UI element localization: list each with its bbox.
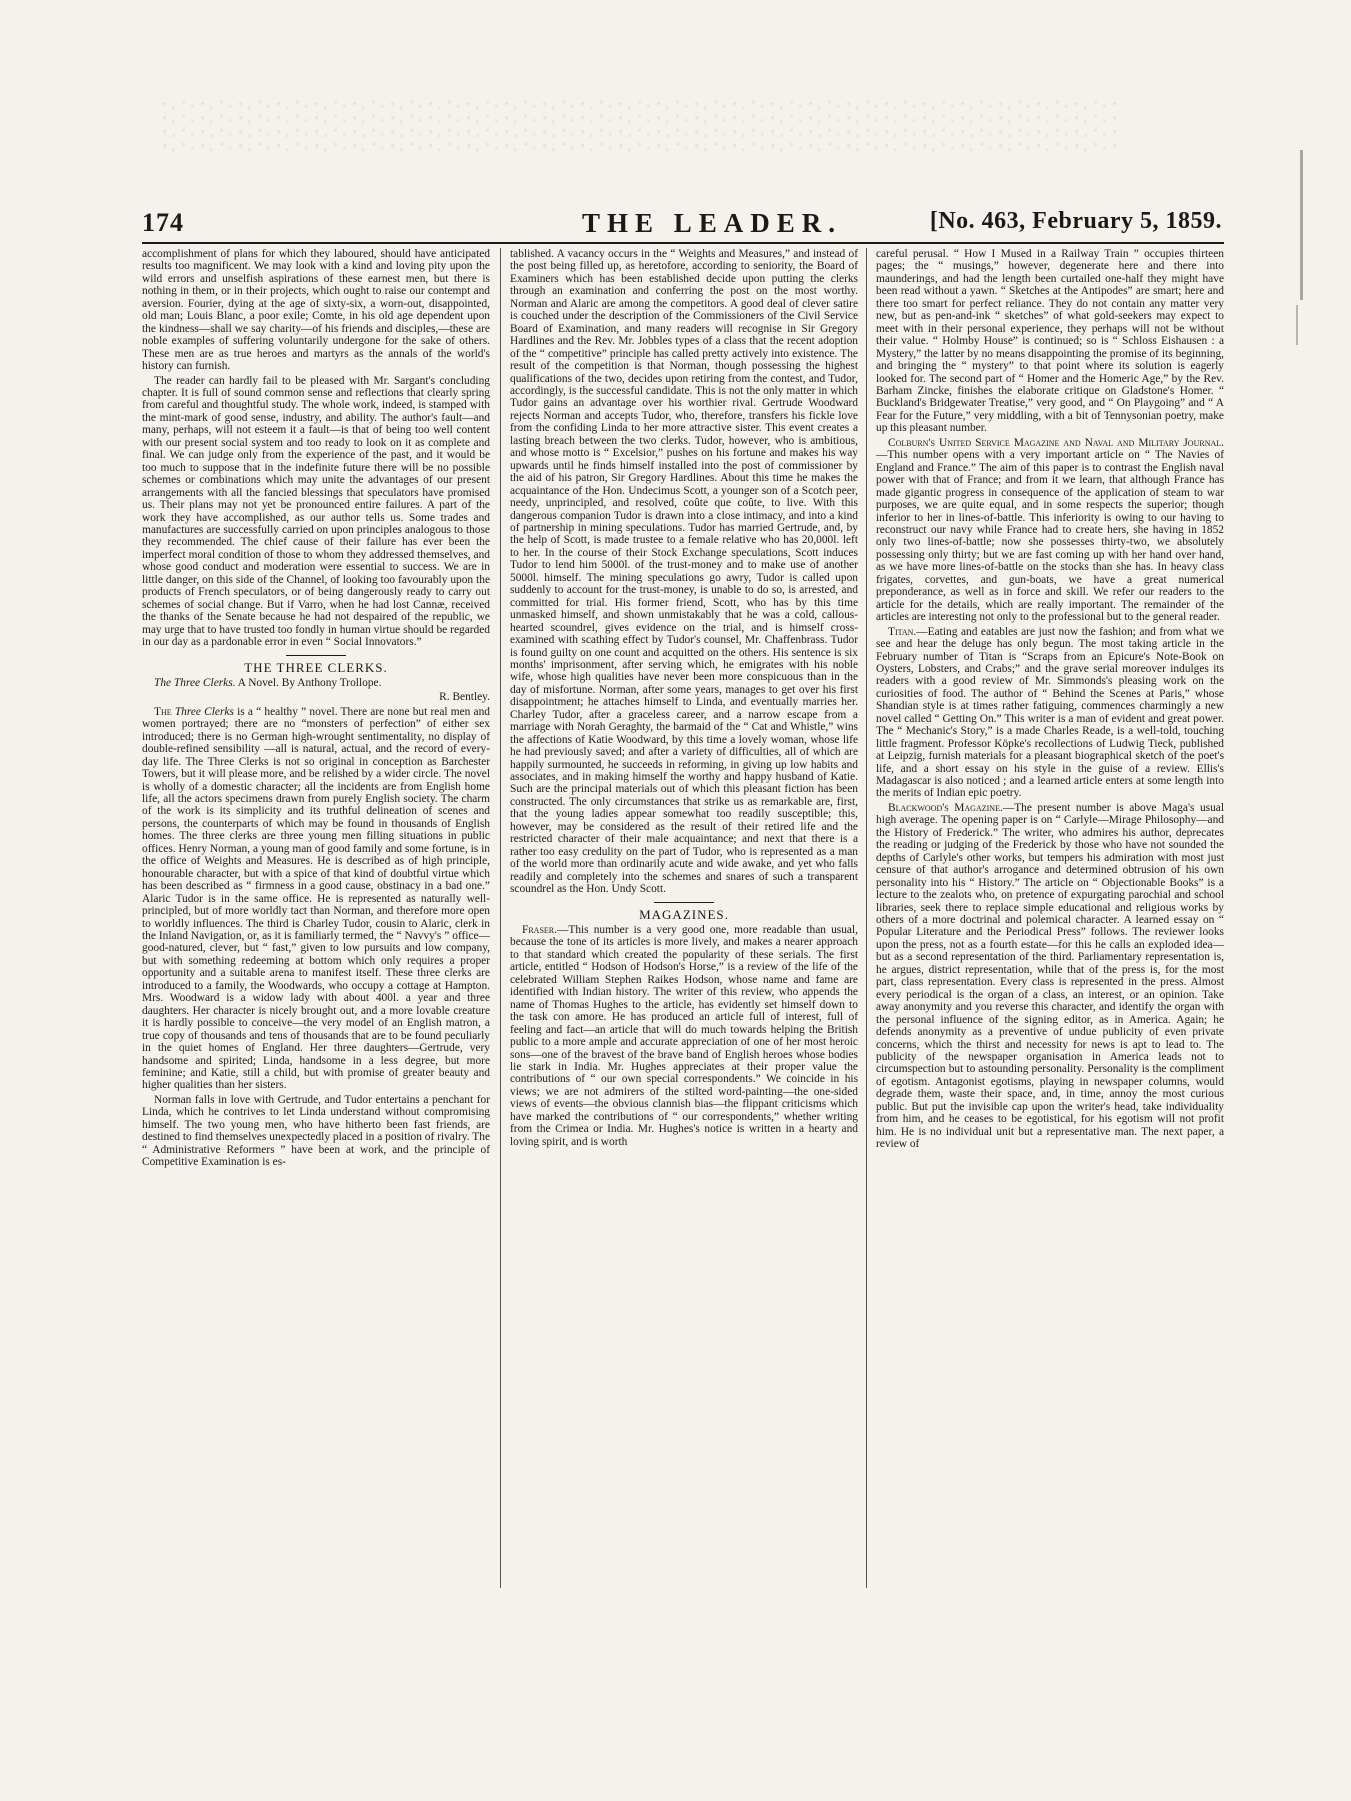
paragraph xyxy=(876,802,1224,1151)
lead-word: Colburn's United Service Magazine and Naval and Military Journal. xyxy=(888,436,1224,449)
section-divider xyxy=(286,655,346,656)
paragraph xyxy=(876,437,1224,624)
book-details: A Novel. By Anthony Trollope. xyxy=(235,676,382,689)
paragraph-text: —Eating and eatables are just now the fashion; and from what we see and hear the deluge has only begun. The most taking article in the February number of Titan is “Scraps from an Epicure's Note-Book on Oysters, Lobsters, and Crabs;” and the grave serial moreover indulges its readers with a good review of Mr. Simmonds's pleasing work on the curiosities of food. The author of “ Behind the Scenes at Paris,” whose Shandian style is at times rather fatiguing, commences charmingly a new novel called “ Getting On.” This writer is a man of evident and great power. The “ Mechanic's Story,” is a made Charles Reade, is a well-told, touching little fragment. Professor Köpke's recollections of Ludwig Tieck, published at Leipzig, furnish materials for a pleasant biographical sketch of the poet's life, and a short essay on his style in the guise of a review. Ellis's Madagascar is also noticed ; and a learned article enters at some length into the merits of Indian epic poetry. xyxy=(876,625,1224,800)
paragraph xyxy=(876,626,1224,800)
book-citation xyxy=(142,677,490,689)
column-3 xyxy=(876,248,1224,1588)
newspaper-title: THE LEADER. xyxy=(582,208,843,238)
lead-word: Fraser. xyxy=(522,924,557,937)
section-divider xyxy=(654,902,714,903)
inline-title: Three Clerks xyxy=(171,705,234,718)
header-rule xyxy=(142,242,1224,244)
paragraph-text: is a “ healthy ” novel. There are none but real men and women portrayed; there are no “monsters of perfection” of either sex introduced; there is no German high-wrought sentimentality, no display of double-refined sensibility —all is natural, actual, and the record of every-day life. The Three Clerks is not so original in conception as Barchester Towers, but it will please more, and be relished by a wider circle. The novel is wholly of a domestic character; all the incidents are from English home life, all the actors specimens drawn from purely English society. The charm of the work is its simplicity and its truthful delineation of scenes and persons, the counterparts of which may be found in thousands of English homes. The three clerks are three young men filling situations in public offices. Henry Norman, a young man of good family and some fortune, is in the office of Weights and Measures. He is described as of high principle, honourable character, but with a spice of that kind of doubtful virtue which has been described as “ firmness in a good cause, obstinacy in a bad one.” Alaric Tudor is in the same office. He is represented as naturally well-principled, but of more worldly tact than Norman, and therefore more open to worldly influences. The third is Charley Tudor, cousin to Alaric, clerk in the Inland Navigation, or, as it is familiarly termed, the “ Navvy's ” office—good-natured, clever, but “ fast,” given to low pursuits and low company, but with something redeeming at bottom which only requires a proper opportunity and a suitable arena to manifest itself. These three clerks are introduced to a family, the Woodwards, who occupy a cottage at Hampton. Mrs. Woodward is a widow lady with about 400l. a year and three daughters. Her character is nicely brought out, and a more lovable creature it is hardly possible to conceive—the very model of an English matron, a true copy of thousands and tens of thousands that are to be found peculiarly in the quiet homes of England. Her three daughters—Gertrude, very handsome and spirited; Linda, handsome in a less degree, but more feminine; and Katie, still a child, but with promise of greater beauty and higher qualities than her sisters. xyxy=(142,705,490,1092)
paragraph-text: —This number opens with a very important article on “ The Navies of England and France.” The aim of this paper is to contrast the English naval power with that of France; and from it we learn, that although France has made gigantic progress in consequence of the application of steam to war purposes, we are quite equal, and in some respects the superior; though inferior to her in lines-of-battle. This inferiority is owing to our having to reconstruct our navy while France had to create hers, she having in 1852 only two lines-of-battle; now she possesses thirty-two, we absolutely possessing only thirty; but we are fast coming up with her hand over hand, as we have more lines-of-battle on the stocks than she has. In heavy class frigates, corvettes, and gun-boats, we have a great numerical preponderance, as well as in force and skill. We refer our readers to the article for the details, which are really important. The remainder of the articles are interesting not only to the professional but to the general reader. xyxy=(876,449,1224,624)
column-divider xyxy=(500,248,501,1588)
lead-word: Blackwood's Magazine. xyxy=(888,801,1003,814)
paragraph xyxy=(510,924,858,1148)
lead-word: Titan. xyxy=(888,625,917,638)
section-title: MAGAZINES. xyxy=(639,906,729,922)
column-1 xyxy=(142,248,490,1588)
scan-edge-mark-lower xyxy=(1296,305,1298,345)
paragraph-text: —This number is a very good one, more readable than usual, because the tone of its articles is more lively, and makes a nearer approach to that standard which created the popularity of these serials. The first article, entitled “ Hodson of Hodson's Horse,” is a review of the life of the celebrated William Stephen Raikes Hodson, whose name and fame are identified with Indian history. The writer of this review, who appends the name of Thomas Hughes to the article, has evidently set himself down to the task con amore. He has produced an article full of interest, full of feeling and fact—an article that will do much towards helping the British public to a more ample and accurate appreciation of one of her most heroic sons—one of the bravest of the brave band of English heroes whose bodies lie stark in India. Mr. Hughes appreciates at their proper value the contributions of “ our own special correspondents.” We coincide in his views; we are not admirers of the stilted word-painting—the one-sided views of events—the obvious clannish bias—the flippant criticisms which have marked the contributions of “ our correspondents,” whether writing from the Crimea or India. Mr. Hughes's notice is written in a hearty and loving spirit, and is worth xyxy=(510,924,858,1148)
paragraph: Norman falls in love with Gertrude, and Tudor entertains a penchant for Linda, which he contrives to let Linda understand without compromising himself. The two young men, who have hitherto been fast friends, are destined to find themselves unexpectedly placed in a position of rivalry. The “ Administrative Reformers ” have been at work, and the principle of Competitive Examination is es- xyxy=(142,1093,490,1169)
publisher: R. Bentley. xyxy=(439,691,490,704)
paragraph: The reader can hardly fail to be pleased with Mr. Sargant's concluding chapter. It is full of sound common sense and reflections that clearly spring from careful and thoughtful study. The whole work, indeed, is stamped with the mint-mark of good sense, industry, and ability. The author's fault—and many, perhaps, will not esteem it a fault—is that of being too well content with our present social system and too ready to look on it as complete and final. We can judge only from the experience of the past, and it would be too much to suppose that in the indefinite future there will be no possible schemes or combinations which may unite the advantages of our present arrangements with all the fancied blessings that speculators have promised us. Their plans may not yet be pronounced entire failures. A part of the work they have accomplished, as our author tells us. Some trades and manufactures are successfully carried on upon principles analogous to those they recommended. The chief cause of their failure has ever been the imperfect moral condition of those to whom they addressed themselves, and whose good conduct and moderation were essential to success. We are in little danger, on this side of the Channel, of looking too favourably upon the products of French speculators, or of being dangerously ready to carry out schemes of social change. But if Varro, when he had lost Cannæ, received the thanks of the Senate because he had not despaired of the republic, we may urge that to have trusted too fondly in human virtue should be regarded in our day as a pardonable error in even “ Social Innovators.” xyxy=(142,374,490,649)
paragraph: accomplishment of plans for which they laboured, should have anticipated results too magnificent. We may look with a kind and loving pity upon the wild errors and unselfish aspirations of these earnest men, but there is nothing in them, or in their projects, which ought to raise our contempt and aversion. Fourier, dying at the age of sixty-six, a worn-out, disappointed, old man; Louis Blanc, a poor exile; Comte, in his old age dependent upon the kindness—shall we say charity—of his friends and disciples,—these are noble examples of suffering voluntarily undergone for the sake of others. These men are as true heroes and martyrs as the annals of the world's history can furnish. xyxy=(142,248,490,373)
paragraph xyxy=(142,706,490,1092)
paragraph: careful perusal. “ How I Mused in a Railway Train ” occupies thirteen pages; the “ musings,” however, degenerate here and there into maunderings, and had the length been curtailed one-half they might have been read without a yawn. “ Sketches at the Antipodes” are smart; here and there too smart for perfect reliance. They do not contain any matter very new, but as pen-and-ink “ sketches” of what gold-seekers may expect to meet with in their personal experience, they perhaps will not be without their value. “ Holmby House” is continued; so is “ Schloss Eishausen : a Mystery,” the latter by no means disappointing the promise of its beginning, and bringing the “ mystery” to that point where its solution is eagerly looked for. The second part of “ Homer and the Homeric Age,” by the Rev. Barham Zincke, finishes the elaborate critique on Gladstone's Homer. “ Buckland's Bridgewater Treatise,” very good, and “ On Playgoing” and “ A Fear for the Future,” very middling, with a bit of Tennysonian poetry, make up this pleasant number. xyxy=(876,248,1224,435)
paragraph: tablished. A vacancy occurs in the “ Weights and Measures,” and instead of the post being filled up, as heretofore, according to seniority, the Board of Examiners which has been established decide upon putting the clerks through an examination and conferring the post on the most worthy. Norman and Alaric are among the competitors. A good deal of clever satire is couched under the description of the Commissioners of the Civil Service Board of Examination, and many readers will recognise in Sir Gregory Hardlines and the Rev. Mr. Jobbles types of a class that the recent adoption of the “ competitive” principle has called pretty actively into existence. The result of the competition is that Norman, though possessing the highest qualifications of the two, decides upon retiring from the contest, and Tudor, accordingly, is the successful candidate. This is not the only matter in which Tudor gains an advantage over his worthier rival. Gertrude Woodward rejects Norman and accepts Tudor, who, therefore, transfers his fickle love from the confiding Linda to her more attractive sister. This event creates a lasting breach between the two clerks. Tudor, however, who is ambitious, and whose motto is “ Excelsior,” pushes on his fortune and makes his way upwards until he finds himself installed into the post of commissioner by the aid of his patron, Sir Gregory Hardlines. About this time he makes the acquaintance of the Hon. Undecimus Scott, a younger son of a Scotch peer, needy, unprincipled, and resolved, coûte que coûte, to live. With this dangerous companion Tudor is drawn into a close intimacy, and into a kind of partnership in mining speculations. Tudor has married Gertrude, and, by the help of Scott, is made trustee to a female relative who has 20,000l. left to her. In the course of their Stock Exchange speculations, Scott induces Tudor to lend him 5000l. of the trust-money and to make use of another 5000l. himself. The mining speculations go awry, Tudor is called upon suddenly to account for the trust-money, is unable to do so, is arrested, and committed for trial. His former friend, Scott, who has by this time unmasked himself, and shown unmistakably that he was a cold, callous-hearted scoundrel, gives evidence on the trial, and is himself cross-examined with scathing effect by Tudor's counsel, Mr. Chaffenbrass. Tudor is found guilty on one count and acquitted on the others. His sentence is six months' imprisonment, after serving which, he emigrates with his noble wife, whose high qualities have never been more conspicuous than in the day of misfortune. Norman, after some years, manages to get over his first disappointment; he attaches himself to Linda, and eventually marries her. Charley Tudor, after a graceless career, and a narrow escape from a marriage with Norah Geraghty, the barmaid of the “ Cat and Whistle,” wins the affections of Katie Woodward, by this time a lovely woman, whose life he had previously saved; and after a variety of difficulties, all of which are happily surmounted, he succeeds in reforming, in giving up low habits and associates, and in making himself the worthy and happy husband of Katie. Such are the principal materials out of which this pleasant fiction has been constructed. The only circumstances that strike us as remarkable are, first, that the young ladies appear somewhat too readily susceptible; this, however, may be considered as the result of their retired life and the restricted character of their male acquaintance; and next that there is a rather too easy credulity on the part of Tudor, who is represented as a man of the world more than ordinarily acute and wide awake, and yet who falls readily and completely into the schemes and snares of such a transparent scoundrel as the Hon. Undy Scott. xyxy=(510,248,858,896)
column-2 xyxy=(510,248,858,1588)
section-title: THE THREE CLERKS. xyxy=(244,659,388,675)
issue-date: [No. 463, February 5, 1859. xyxy=(929,208,1222,234)
page-number: 174 xyxy=(142,208,184,237)
page-header xyxy=(142,208,1222,240)
lead-word: The xyxy=(154,705,172,718)
scan-noise xyxy=(160,98,1120,154)
scan-edge-mark xyxy=(1300,150,1303,300)
book-title: The Three Clerks. xyxy=(154,676,236,689)
column-divider xyxy=(866,248,867,1588)
paragraph-text: —The present number is above Maga's usual high average. The opening paper is on “ Carlyle—Mirage Philosophy—and the History of Frederick.” The writer, who admires his author, deprecates the reading or judging of the Frederick by those who have not sounded the depths of Carlyle's other works, but tempers his admiration with most just censure of that author's arrogance and determined obtrusion of his own personality into his “ History.” The article on “ Objectionable Books” is a lecture to the zealots who, on pretence of expurgating parochial and school libraries, seek there to replace simple educational and religious works by others of a more doctrinal and polemical character. A learned essay on “ Popular Literature and the Periodical Press” follows. The reviewer looks upon the press, not as a fourth estate—for this he calls an exploded idea—but as a second representation of the third. Parliamentary representation is, he argues, district representation, while that of the press is, for the most part, class representation. Every class is represented in the press. Almost every periodical is the organ of a class, an interest, or an opinion. Take away anonymity and you reverse this character, and identify the organ with the personal influence of the signing editor, as in America. Again; he defends anonymity as a preventive of undue publicity of even private concerns, which the thirst and necessity for news is apt to lead to. The publicity of the newspaper organisation in America leads not to circumspection but to astounding personality. Personality is the compliment of egotism. Antagonist egotisms, playing in newspaper columns, would degrade them, waste their space, and, in time, annoy the most curious public. But put the invisible cap upon the writer's head, take individuality from him, and he ceases to be egotistical, for his egotism will not profit him. He is no individual unit but a representative man. The next paper, a review of xyxy=(876,801,1224,1151)
